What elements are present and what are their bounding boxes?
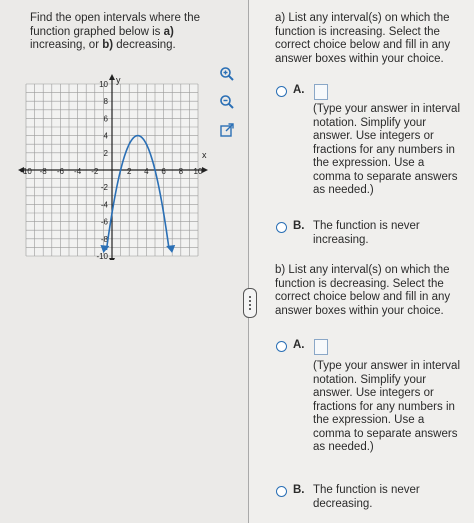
prompt-text: decreasing. (113, 39, 176, 51)
y-axis-arrow (109, 74, 115, 80)
x-tick-label: 2 (126, 167, 132, 176)
y-axis-label: y (116, 75, 121, 85)
option-label: B. (293, 484, 305, 496)
option-label: A. (293, 339, 305, 351)
x-axis-arrow (202, 167, 208, 173)
pane-resize-handle[interactable] (243, 288, 257, 318)
prompt-text: Find the open intervals where the function graphed below is (30, 12, 201, 38)
radio-a-option-b[interactable] (276, 222, 287, 233)
x-tick-label: 6 (161, 167, 166, 176)
x-tick-label: 4 (144, 167, 149, 176)
x-tick-label: -4 (74, 167, 82, 176)
zoom-in-icon[interactable] (217, 64, 237, 84)
y-tick-label: -2 (100, 183, 108, 193)
radio-b-option-a[interactable] (276, 341, 287, 352)
open-external-icon[interactable] (217, 120, 237, 140)
radio-a-option-a[interactable] (276, 86, 287, 97)
option-label: B. (293, 220, 305, 232)
option-a-instructions: (Type your answer in interval notation. Simplify your answer. Use integers or fractions for any numbers in the expression. Use a comma to separate answers as needed.) (313, 103, 461, 196)
x-tick-label: 8 (178, 167, 184, 176)
y-tick-label: 8 (103, 97, 108, 107)
answer-box-increasing[interactable] (314, 84, 328, 100)
zoom-out-icon[interactable] (217, 92, 237, 112)
y-axis-arrow (109, 258, 115, 260)
question-b-prompt: b) List any interval(s) on which the function is decreasing. Select the correct choice below and fill in any answer boxes within your choice. (275, 264, 451, 317)
answer-box-decreasing[interactable] (314, 339, 328, 355)
x-tick-label: 10 (193, 167, 203, 176)
prompt-part-b: b) (102, 39, 114, 51)
y-tick-label: 4 (103, 131, 108, 141)
option-b-text: The function is never increasing. (313, 220, 420, 246)
prompt-text: increasing, or (30, 39, 103, 51)
radio-b-option-b[interactable] (276, 486, 287, 497)
y-tick-label: -4 (100, 200, 108, 210)
option-b-text: The function is never decreasing. (313, 484, 420, 510)
question-a-prompt: a) List any interval(s) on which the function is increasing. Select the correct choice below and fill in any answer boxes within your choice. (275, 12, 451, 65)
x-tick-label: -6 (56, 167, 64, 176)
y-tick-label: 10 (99, 80, 108, 89)
y-tick-label: 2 (103, 148, 108, 158)
x-tick-label: -2 (91, 167, 99, 176)
prompt-part-a: a) (163, 25, 174, 38)
x-tick-label: -8 (39, 167, 47, 176)
y-tick-label: -8 (100, 234, 108, 244)
option-label: A. (293, 84, 305, 96)
y-tick-label: -10 (96, 252, 108, 260)
x-axis-label: x (202, 150, 207, 160)
option-a-instructions: (Type your answer in interval notation. Simplify your answer. Use integers or fractions for any numbers in the expression. Use a comma to separate answers as needed.) (313, 360, 461, 453)
y-tick-label: 6 (103, 114, 108, 124)
x-tick-label: -10 (20, 167, 32, 176)
function-graph (0, 0, 248, 260)
y-tick-label: -6 (100, 217, 108, 227)
